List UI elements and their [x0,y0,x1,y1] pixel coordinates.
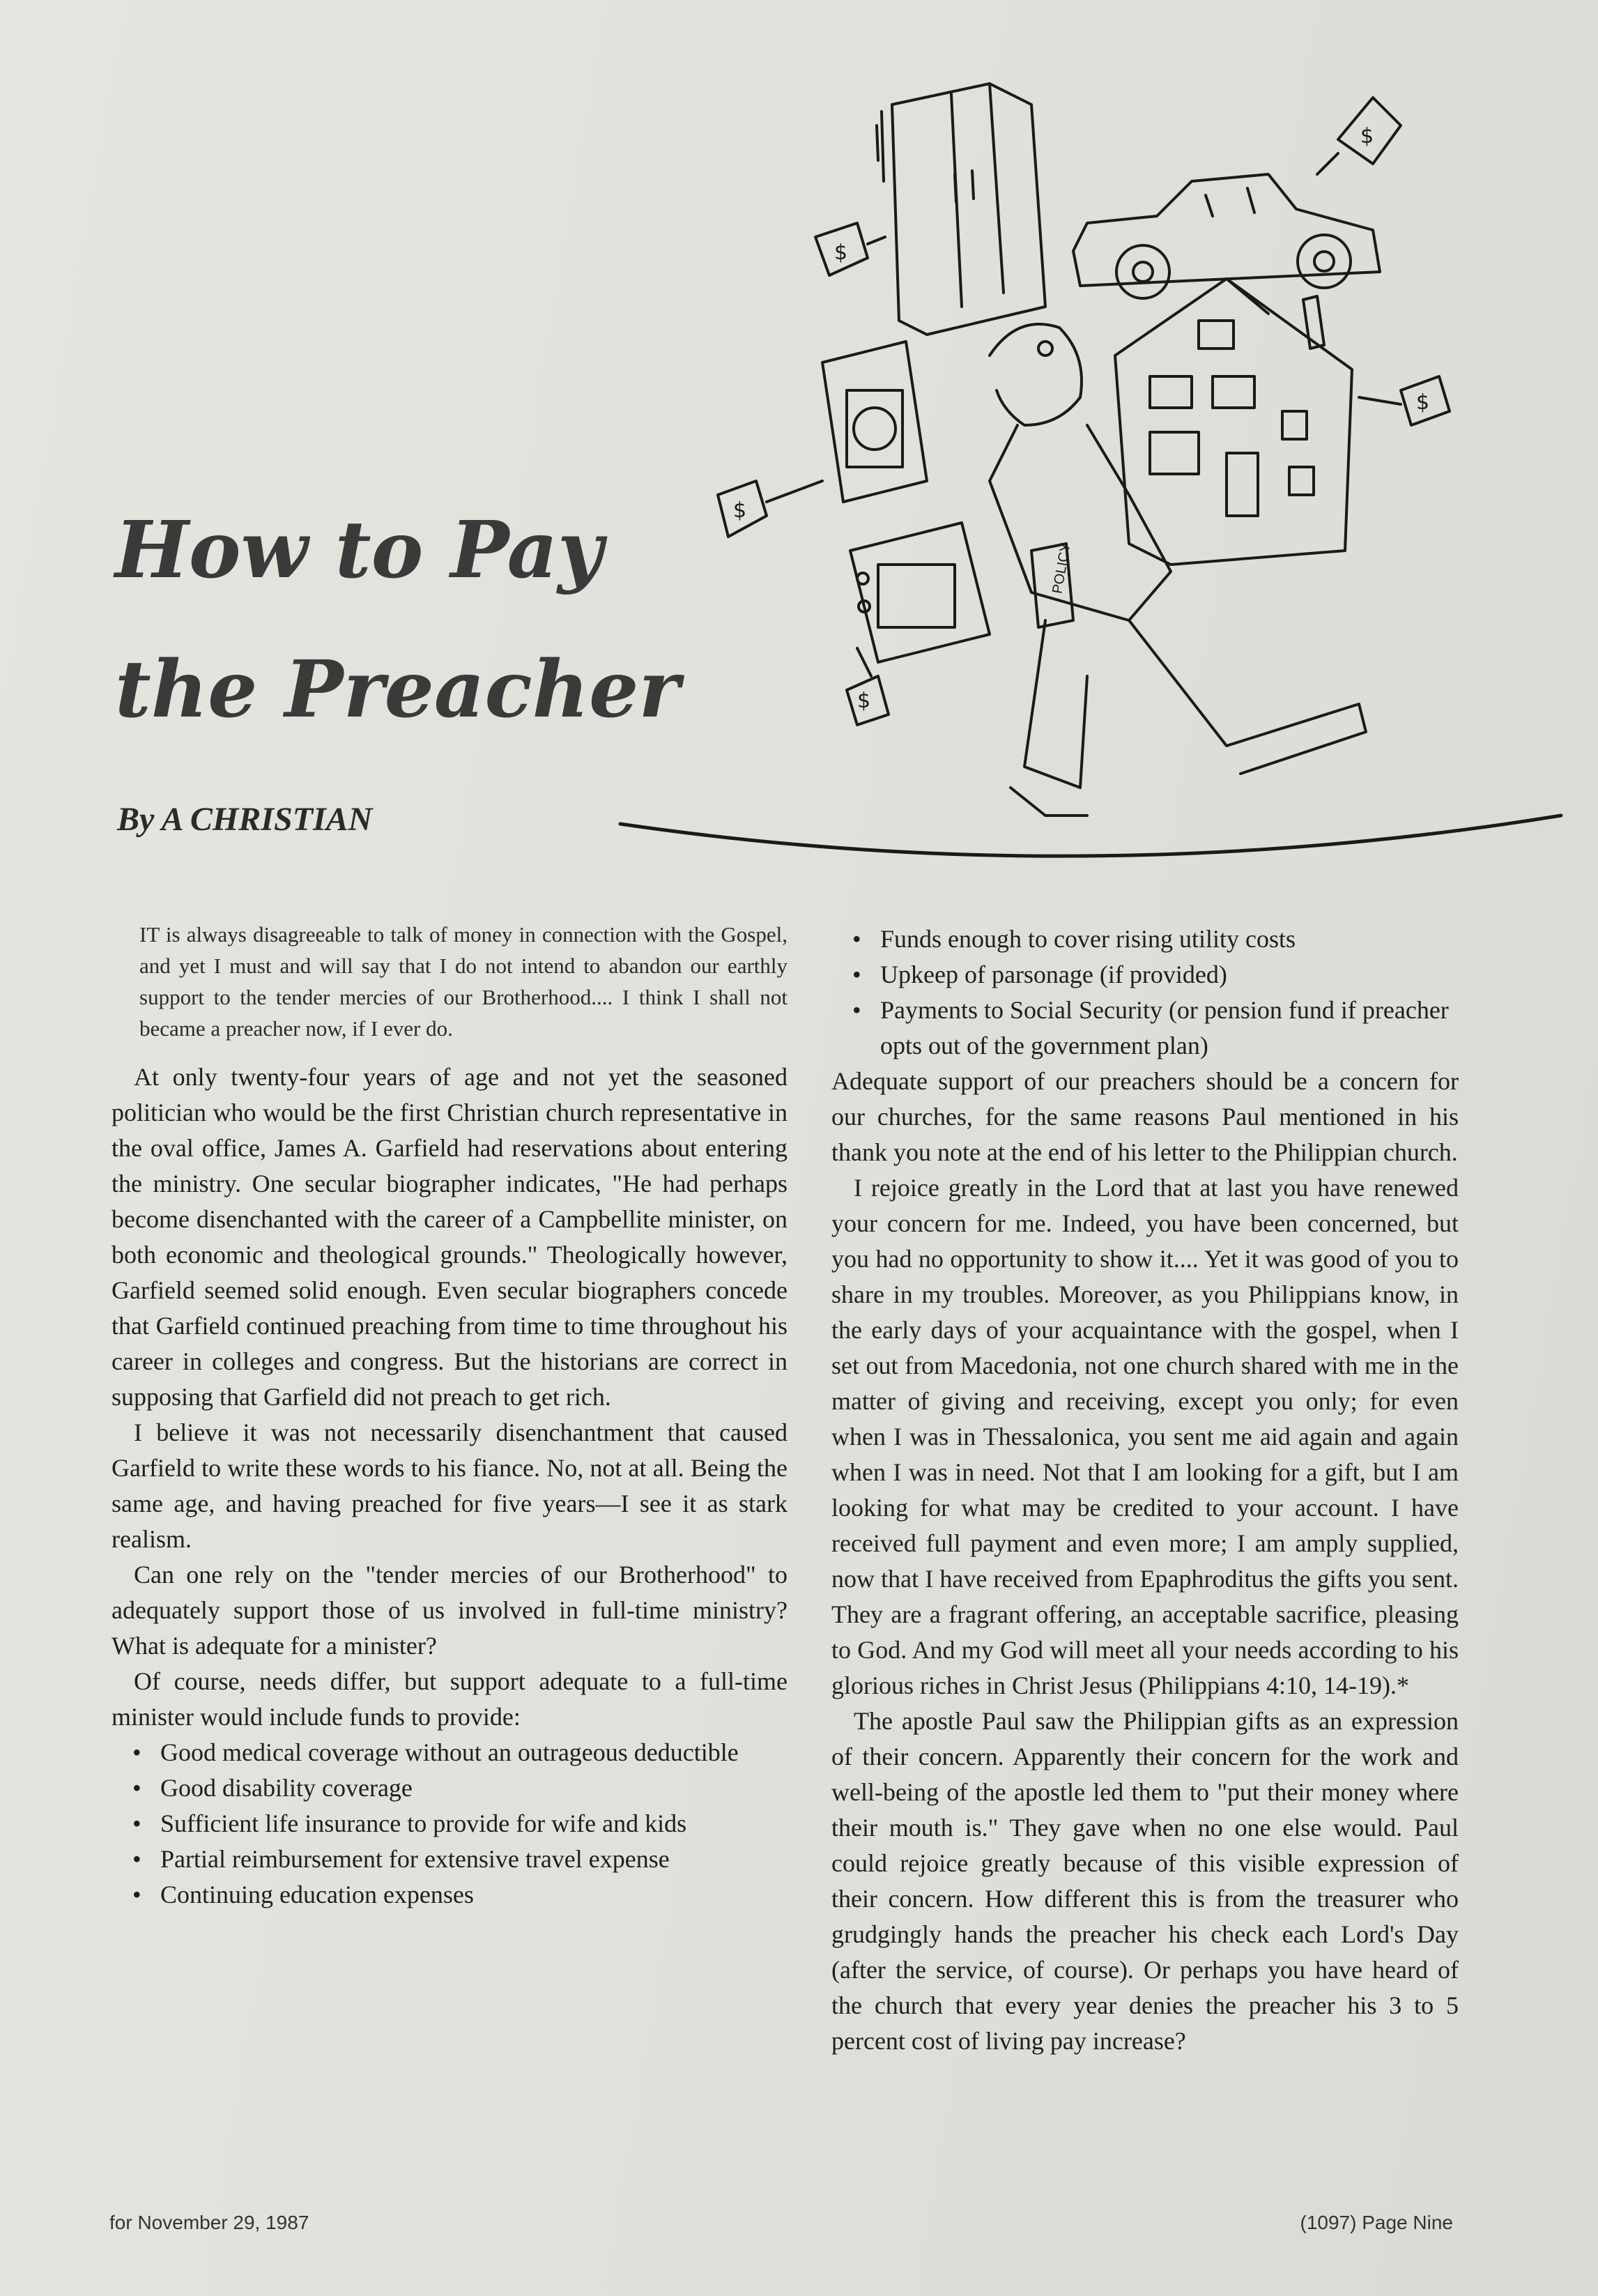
list-item: • Good medical coverage without an outrageous deductible [112,1735,788,1770]
price-tag-house [1359,376,1450,425]
price-tag-safe [718,481,822,537]
price-tag-car [1317,98,1401,174]
paragraph: Of course, needs differ, but support adequate to a full-time minister would include funds to provide: [112,1667,788,1731]
list-item: • Good disability coverage [112,1770,788,1806]
list-item: • Upkeep of parsonage (if provided) [831,957,1459,993]
cartoon-illustration [599,63,1582,913]
price-tag-fridge [815,223,885,275]
needs-list [112,1735,788,1913]
footer-date: for November 29, 1987 [109,2212,309,2233]
footer-page-number: (1097) Page Nine [1300,2212,1453,2233]
right-column [831,921,1459,2059]
tightrope [620,816,1561,856]
man-drawing [990,324,1366,816]
dollar-sign-icon: $ [733,498,747,523]
policy-document-drawing [1031,542,1074,627]
list-item: • Payments to Social Security (or pension fund if preacher opts out of the government plan) [831,993,1459,1064]
list-item: • Funds enough to cover rising utility costs [831,921,1459,957]
byline: By A CHRISTIAN [117,801,373,838]
list-item: • Partial reimbursement for extensive travel expense [112,1842,788,1877]
price-tags [718,98,1450,725]
needs-list-continued [831,921,1459,1064]
dollar-sign-icon: $ [1416,390,1430,415]
list-item: • Continuing education expenses [112,1877,788,1913]
safe-drawing [822,342,927,502]
dollar-sign-icon: $ [834,240,848,265]
title-line-2: the Preacher [115,644,680,735]
left-body [112,1059,788,1913]
dollar-sign-icon: $ [857,689,871,713]
tv-drawing [850,523,990,662]
left-column [112,919,788,1913]
intro-quote: IT is always disagreeable to talk of money in connection with the Gospel, and yet I must and will say that I do not intend to abandon our earthly support to the tender mercies of our Brotherhood.... I think I shall not became a preacher now, if I ever do. [139,922,788,1041]
list-item: • Sufficient life insurance to provide for wife and kids [112,1806,788,1842]
house-drawing [1115,279,1352,565]
paragraph: At only twenty-four years of age and not yet the seasoned politician who would be the first Christian church representative in the oval office, James A. Garfield had reservations about entering the ministry. One secular biographer indicates, "He had perhaps become disenchanted with the career of a Campbellite minister, on both economic and theological grounds." Theologically however, Garfield seemed solid enough. Even secular biographers concede that Garfield continued preaching from time to time throughout his career in colleges and congress. But the historians are correct in supposing that Garfield did not preach to get rich. [112,1063,788,1411]
paragraph: Can one rely on the "tender mercies of our Brotherhood" to adequately support those of us involved in full-time ministry? What is adequate for a minister? [112,1561,788,1660]
paragraph: The apostle Paul saw the Philippian gifts as an expression of their concern. Apparently their concern for the work and well-being of the apostle led them to "put their money where their mouth is." They gave when no one else would. Paul could rejoice greatly because of this visible expression of their concern. How different this is from the treasurer who grudgingly hands the preacher his check each Lord's Day (after the service, of course). Or perhaps you have heard of the church that every year denies the preacher his 3 to 5 percent cost of living pay increase? [831,1707,1459,2055]
dollar-sign-icon: $ [1360,124,1374,148]
scripture-quote: I rejoice greatly in the Lord that at last you have renewed your concern for me. Indeed, you have been concerned, but you had no opportunity to show it.... Yet it was good of you to share in my troubles. Moreover, as you Philippians know, in the early days of your acquaintance with the gospel, when I set out from Macedonia, not one church shared with me in the matter of giving and receiving, except you only; for even when I was in Thessalonica, you sent me aid again and again when I was in need. Not that I am looking for a gift, but I am looking for what may be credited to your account. I have received full payment and even more; I am amply supplied, now that I have received from Epaphroditus the gifts you sent. They are a fragrant offering, an acceptable sacrifice, pleasing to God. And my God will meet all your needs according to his glorious riches in Christ Jesus (Philippians 4:10, 14-19).* [831,1174,1459,1699]
title-line-1: How to Pay [115,505,604,596]
refrigerator-drawing [877,84,1045,335]
paragraph: Adequate support of our preachers should be a concern for our churches, for the same reasons Paul mentioned in his thank you note at the end of his letter to the Philippian church. [831,1067,1459,1166]
policy-label: POLICY [1050,542,1074,595]
paragraph: I believe it was not necessarily disenchantment that caused Garfield to write these words to his fiance. No, not at all. Being the same age, and having preached for five years—I see it as stark realism. [112,1418,788,1553]
